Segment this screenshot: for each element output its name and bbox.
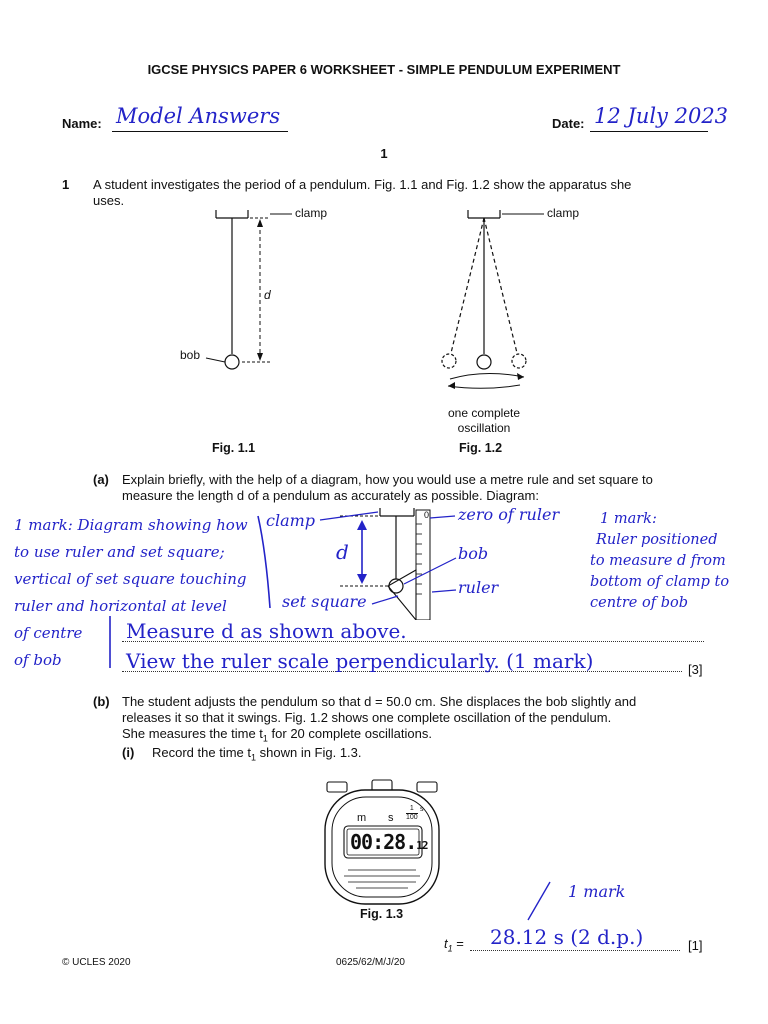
- part-a-label: (a): [93, 472, 109, 487]
- question-intro-line1: A student investigates the period of a pendulum. Fig. 1.1 and Fig. 1.2 show the apparatus she: [93, 177, 632, 192]
- diagram-d-label: d: [336, 540, 349, 564]
- left-note-line: vertical of set square touching: [14, 570, 247, 588]
- diagram-zero-label: zero of ruler: [458, 505, 560, 524]
- t1-dotline: [470, 950, 680, 951]
- t1-answer-value: 28.12 s (2 d.p.): [490, 925, 644, 949]
- diagram-ruler-label: ruler: [458, 578, 499, 597]
- diagram-set-square-label: set square: [282, 592, 367, 611]
- question-intro-line2: uses.: [93, 193, 125, 208]
- part-b-line3: [122, 726, 432, 747]
- t1-label: [444, 936, 464, 957]
- stopwatch-m-label: m: [357, 812, 367, 824]
- left-note-line: of centre: [14, 624, 83, 642]
- left-note-line: to use ruler and set square;: [14, 543, 225, 561]
- hundredth-num: 1: [409, 805, 414, 812]
- question-number: 1: [62, 177, 70, 192]
- right-note-line: Ruler positioned: [596, 532, 718, 548]
- hundredth-s: s: [420, 806, 424, 813]
- part-a-answer-line2: View the ruler scale perpendicularly. (1 mark): [126, 649, 594, 673]
- part-a-line2: measure the length d of a pendulum as accurately as possible. Diagram:: [122, 488, 539, 503]
- part-b-i-sub: 1: [251, 752, 257, 763]
- mark-note-pointer: [520, 876, 560, 926]
- part-a-line1: Explain briefly, with the help of a diagram, how you would use a metre rule and set square to: [122, 472, 653, 487]
- date-value: 12 July 2023: [594, 104, 729, 128]
- date-underline: [590, 131, 708, 132]
- footer-copyright: © UCLES 2020: [62, 957, 131, 968]
- part-b-i-text: [152, 745, 362, 766]
- stopwatch-s-label: s: [388, 812, 394, 824]
- name-value: Model Answers: [116, 104, 281, 128]
- name-label: Name:: [62, 116, 102, 131]
- footer-code: 0625/62/M/J/20: [336, 957, 405, 968]
- stopwatch-display: [350, 830, 428, 854]
- fig12-clamp-label: clamp: [547, 206, 580, 220]
- worksheet-title: IGCSE PHYSICS PAPER 6 WORKSHEET - SIMPLE PENDULUM EXPERIMENT: [147, 62, 621, 77]
- right-note-line: to measure d from: [590, 553, 726, 569]
- display-small: 12: [416, 839, 428, 852]
- t1-eq: =: [452, 936, 464, 951]
- fig12-oscillation-line2: oscillation: [457, 421, 511, 435]
- diagram-bob-label: bob: [458, 544, 489, 563]
- left-note-bracket: [90, 512, 290, 672]
- display-main: 00:28.: [350, 830, 417, 854]
- page-number: 1: [380, 146, 388, 161]
- ruler-zero-mark: 0: [424, 510, 430, 520]
- right-note-line: centre of bob: [590, 595, 688, 611]
- fig12-oscillation-line1: one complete: [447, 406, 521, 420]
- part-b-line3-post: for 20 complete oscillations.: [267, 726, 432, 741]
- right-note-line: 1 mark:: [600, 511, 657, 527]
- part-b-line1: The student adjusts the pendulum so that d = 50.0 cm. She displaces the bob slightly and: [122, 694, 637, 709]
- t1-var: t: [444, 936, 448, 951]
- left-note-line: 1 mark: Diagram showing how: [14, 516, 248, 534]
- part-a-right-note: [590, 509, 765, 614]
- fig12-caption: Fig. 1.2: [459, 441, 503, 455]
- t1-sub: 1: [447, 943, 453, 954]
- part-b-label: (b): [93, 694, 110, 709]
- part-a-answer-line1: Measure d as shown above.: [126, 619, 407, 643]
- right-note-line: bottom of clamp to: [590, 574, 730, 590]
- left-note-line: ruler and horizontal at level: [14, 597, 227, 615]
- fig11-bob-label: bob: [180, 348, 201, 362]
- part-b-i-pre: Record the time t: [152, 745, 251, 760]
- part-a-marks: [3]: [688, 662, 703, 677]
- part-b-line3-sub: 1: [262, 733, 268, 744]
- fig11-d-label: d: [264, 288, 271, 302]
- hundredth-den: 100: [406, 814, 418, 821]
- part-b-marks: [1]: [688, 938, 703, 953]
- fig11-caption: Fig. 1.1: [212, 441, 256, 455]
- part-b-line2: releases it so that it swings. Fig. 1.2 shows one complete oscillation of the pendulum.: [122, 710, 612, 725]
- left-note-line: of bob: [14, 651, 62, 669]
- diagram-clamp-label: clamp: [266, 511, 316, 530]
- fig11-clamp-label: clamp: [295, 206, 328, 220]
- part-b-line3-pre: She measures the time t: [122, 726, 263, 741]
- fig-1-2-diagram: [420, 205, 560, 390]
- date-label: Date:: [552, 116, 585, 131]
- part-b-mark-note: 1 mark: [568, 882, 626, 901]
- fig13-caption: Fig. 1.3: [360, 907, 404, 921]
- stopwatch-hundredth-label: [406, 805, 418, 822]
- part-b-i-label: (i): [122, 745, 135, 760]
- part-b-i-post: shown in Fig. 1.3.: [256, 745, 362, 760]
- name-underline: [112, 131, 288, 132]
